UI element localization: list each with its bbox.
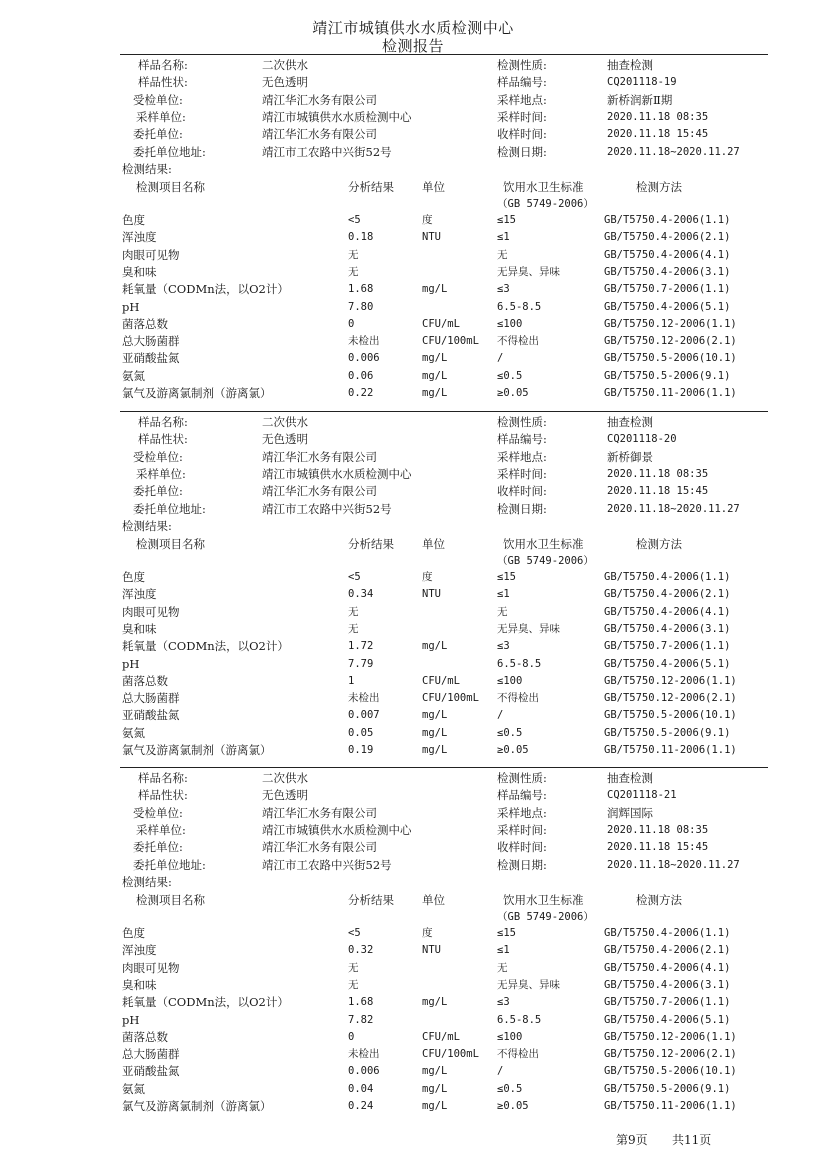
item-standard: 6.5-8.5	[497, 657, 542, 670]
meta-value-nature: 抽查检测	[607, 771, 653, 785]
meta-label: 受检单位:	[133, 449, 183, 464]
item-name: 氯气及游离氯制剂（游离氯）	[122, 386, 272, 400]
meta-value-test-date: 2020.11.18~2020.11.27	[607, 858, 740, 871]
item-result: 0.32	[348, 944, 374, 957]
header-method: 检测方法	[636, 537, 682, 551]
item-name: 臭和味	[122, 264, 157, 279]
meta-value-client: 靖江华汇水务有限公司	[262, 127, 377, 142]
item-name: 氨氮	[122, 1081, 145, 1096]
header-item: 检测项目名称	[136, 893, 205, 907]
item-standard: ≤15	[497, 571, 516, 583]
meta-label: 采样单位:	[136, 109, 186, 124]
item-unit: NTU	[422, 231, 441, 244]
item-method: GB/T5750.4-2006(1.1)	[604, 927, 731, 939]
meta-label: 委托单位:	[133, 484, 183, 499]
item-standard: ≤15	[497, 927, 516, 939]
meta-value-location: 润辉国际	[607, 805, 653, 820]
item-name: 亚硝酸盐氮	[122, 351, 180, 366]
item-result: 0.22	[348, 387, 374, 399]
item-unit: 度	[422, 571, 433, 583]
item-unit: mg/L	[422, 352, 448, 365]
item-name: pH	[122, 299, 140, 314]
item-result: 0	[348, 1030, 355, 1043]
meta-label: 委托单位:	[133, 840, 183, 855]
item-standard: 无异臭、异味	[497, 265, 560, 278]
meta-value-name: 二次供水	[262, 771, 308, 785]
item-standard: ≤3	[497, 640, 510, 653]
item-method: GB/T5750.4-2006(3.1)	[604, 265, 731, 278]
item-name: 菌落总数	[122, 316, 168, 331]
item-name: pH	[122, 1012, 140, 1027]
item-name: 氯气及游离氯制剂（游离氯）	[122, 743, 272, 757]
meta-label-right: 采样地点:	[497, 449, 547, 464]
meta-value-name: 二次供水	[262, 58, 308, 72]
item-name: 菌落总数	[122, 1029, 168, 1044]
item-result: 无	[348, 978, 359, 991]
item-result: 0.006	[348, 352, 380, 365]
item-method: GB/T5750.12-2006(1.1)	[604, 674, 737, 687]
item-method: GB/T5750.4-2006(5.1)	[604, 657, 731, 670]
item-unit: mg/L	[422, 1100, 448, 1112]
meta-value-sampling-time: 2020.11.18 08:35	[607, 823, 709, 836]
meta-value-test-date: 2020.11.18~2020.11.27	[607, 502, 740, 515]
meta-label: 样品名称:	[138, 771, 188, 785]
meta-label: 采样单位:	[136, 466, 186, 481]
item-method: GB/T5750.5-2006(9.1)	[604, 726, 731, 739]
item-result: 1	[348, 674, 355, 687]
meta-value-receive-time: 2020.11.18 15:45	[607, 128, 709, 141]
item-method: GB/T5750.12-2006(1.1)	[604, 1030, 737, 1043]
meta-label: 受检单位:	[133, 92, 183, 107]
item-result: 7.79	[348, 657, 374, 670]
item-result: 0.006	[348, 1065, 380, 1078]
item-unit: CFU/100mL	[422, 1048, 479, 1061]
meta-label-right: 检测日期:	[497, 501, 547, 516]
item-name: 氯气及游离氯制剂（游离氯）	[122, 1099, 272, 1113]
meta-label-right: 样品编号:	[497, 788, 547, 803]
meta-value-sampling-time: 2020.11.18 08:35	[607, 467, 709, 480]
header-standard-code: （GB 5749-2006）	[497, 198, 594, 210]
item-unit: CFU/mL	[422, 1030, 460, 1043]
item-standard: ≥0.05	[497, 1100, 529, 1112]
item-method: GB/T5750.4-2006(1.1)	[604, 571, 731, 583]
item-unit: 度	[422, 214, 433, 226]
item-standard: ≤15	[497, 214, 516, 226]
meta-label-right: 采样地点:	[497, 805, 547, 820]
meta-label-right: 检测日期:	[497, 857, 547, 872]
item-result: 1.68	[348, 996, 374, 1009]
section-divider	[120, 54, 768, 55]
item-name: 色度	[122, 213, 145, 227]
item-unit: CFU/mL	[422, 674, 460, 687]
item-method: GB/T5750.4-2006(2.1)	[604, 588, 731, 601]
header-method: 检测方法	[636, 180, 682, 194]
results-label: 检测结果:	[122, 875, 172, 889]
item-name: 浑浊度	[122, 943, 157, 958]
item-method: GB/T5750.11-2006(1.1)	[604, 387, 737, 399]
item-name: 菌落总数	[122, 673, 168, 688]
header-standard-code: （GB 5749-2006）	[497, 911, 594, 923]
meta-label-right: 采样地点:	[497, 92, 547, 107]
item-name: 亚硝酸盐氮	[122, 708, 180, 723]
item-unit: mg/L	[422, 640, 448, 653]
item-unit: mg/L	[422, 744, 448, 756]
meta-label: 样品性状:	[138, 788, 188, 803]
item-method: GB/T5750.5-2006(10.1)	[604, 1065, 737, 1078]
meta-value-sampling-unit: 靖江市城镇供水水质检测中心	[262, 109, 412, 124]
item-method: GB/T5750.5-2006(10.1)	[604, 709, 737, 722]
item-result: 7.82	[348, 1013, 374, 1026]
item-method: GB/T5750.4-2006(5.1)	[604, 1013, 731, 1026]
item-unit: CFU/100mL	[422, 335, 479, 348]
item-method: GB/T5750.7-2006(1.1)	[604, 996, 731, 1009]
item-name: 臭和味	[122, 977, 157, 992]
item-standard: 6.5-8.5	[497, 300, 542, 313]
item-result: 无	[348, 248, 359, 261]
meta-value-client: 靖江华汇水务有限公司	[262, 484, 377, 499]
item-method: GB/T5750.11-2006(1.1)	[604, 744, 737, 756]
item-method: GB/T5750.12-2006(2.1)	[604, 335, 737, 348]
item-method: GB/T5750.11-2006(1.1)	[604, 1100, 737, 1112]
meta-value-receive-time: 2020.11.18 15:45	[607, 841, 709, 854]
item-standard: ≤1	[497, 588, 510, 601]
item-standard: ≤0.5	[497, 1082, 523, 1095]
item-standard: /	[497, 352, 504, 365]
header-standard: 饮用水卫生标准	[503, 537, 584, 551]
meta-value-sampling-time: 2020.11.18 08:35	[607, 110, 709, 123]
report-title: 检测报告	[381, 37, 444, 55]
item-method: GB/T5750.12-2006(2.1)	[604, 692, 737, 705]
meta-label: 样品性状:	[138, 75, 188, 90]
meta-label: 受检单位:	[133, 805, 183, 820]
item-result: 未检出	[348, 1048, 380, 1061]
item-name: 浑浊度	[122, 230, 157, 245]
meta-label: 采样单位:	[136, 822, 186, 837]
item-standard: 无	[497, 248, 508, 261]
meta-label-right: 采样时间:	[497, 822, 547, 837]
meta-value-inspected-unit: 靖江华汇水务有限公司	[262, 449, 377, 464]
meta-value-client-address: 靖江市工农路中兴街52号	[262, 501, 392, 516]
item-standard: 6.5-8.5	[497, 1013, 542, 1026]
page-number: 第9页	[616, 1133, 648, 1147]
item-method: GB/T5750.4-2006(4.1)	[604, 605, 731, 618]
meta-label-right: 收样时间:	[497, 840, 547, 855]
header-result: 分析结果	[348, 537, 394, 551]
item-name: 总大肠菌群	[122, 691, 180, 706]
item-name: 肉眼可见物	[122, 604, 180, 619]
results-label: 检测结果:	[122, 519, 172, 533]
item-method: GB/T5750.12-2006(1.1)	[604, 317, 737, 330]
meta-label-right: 检测性质:	[497, 771, 547, 785]
item-standard: 不得检出	[497, 692, 539, 705]
item-method: GB/T5750.12-2006(2.1)	[604, 1048, 737, 1061]
meta-label: 样品性状:	[138, 432, 188, 447]
item-method: GB/T5750.5-2006(9.1)	[604, 369, 731, 382]
meta-value-sampling-unit: 靖江市城镇供水水质检测中心	[262, 466, 412, 481]
item-result: <5	[348, 571, 361, 583]
item-method: GB/T5750.4-2006(1.1)	[604, 214, 731, 226]
item-result: 无	[348, 622, 359, 635]
item-standard: 无异臭、异味	[497, 622, 560, 635]
item-name: 色度	[122, 570, 145, 584]
meta-value-inspected-unit: 靖江华汇水务有限公司	[262, 805, 377, 820]
meta-value-location: 新桥御景	[607, 449, 653, 464]
item-result: 无	[348, 961, 359, 974]
item-result: 0.007	[348, 709, 380, 722]
meta-label-right: 收样时间:	[497, 127, 547, 142]
item-result: 无	[348, 605, 359, 618]
meta-value-appearance: 无色透明	[262, 788, 308, 803]
item-unit: mg/L	[422, 369, 448, 382]
header-result: 分析结果	[348, 893, 394, 907]
meta-label-right: 检测性质:	[497, 415, 547, 429]
meta-value-inspected-unit: 靖江华汇水务有限公司	[262, 92, 377, 107]
item-result: <5	[348, 927, 361, 939]
item-result: 7.80	[348, 300, 374, 313]
item-method: GB/T5750.7-2006(1.1)	[604, 640, 731, 653]
meta-label-right: 采样时间:	[497, 466, 547, 481]
item-result: 0.24	[348, 1100, 374, 1112]
meta-label: 样品名称:	[138, 58, 188, 72]
report-org-title: 靖江市城镇供水水质检测中心	[312, 19, 514, 37]
meta-label-right: 收样时间:	[497, 484, 547, 499]
item-method: GB/T5750.7-2006(1.1)	[604, 283, 731, 296]
item-unit: mg/L	[422, 1065, 448, 1078]
section-divider	[120, 767, 768, 768]
item-unit: NTU	[422, 588, 441, 601]
item-standard: ≤0.5	[497, 369, 523, 382]
meta-value-nature: 抽查检测	[607, 58, 653, 72]
meta-value-sampling-unit: 靖江市城镇供水水质检测中心	[262, 822, 412, 837]
meta-value-sample-no: CQ201118-20	[607, 433, 677, 446]
item-unit: mg/L	[422, 387, 448, 399]
item-name: 色度	[122, 926, 145, 940]
section-divider	[120, 411, 768, 412]
item-name: 臭和味	[122, 621, 157, 636]
item-result: 0.18	[348, 231, 374, 244]
meta-value-client-address: 靖江市工农路中兴街52号	[262, 144, 392, 159]
item-standard: ≤1	[497, 944, 510, 957]
item-standard: ≥0.05	[497, 744, 529, 756]
item-result: 无	[348, 265, 359, 278]
item-standard: ≤1	[497, 231, 510, 244]
header-item: 检测项目名称	[136, 180, 205, 194]
header-unit: 单位	[422, 537, 445, 551]
item-unit: mg/L	[422, 726, 448, 739]
header-item: 检测项目名称	[136, 537, 205, 551]
meta-value-nature: 抽查检测	[607, 415, 653, 429]
item-standard: 无	[497, 605, 508, 618]
meta-label: 样品名称:	[138, 415, 188, 429]
item-result: 0.06	[348, 369, 374, 382]
item-unit: mg/L	[422, 283, 448, 296]
item-result: 0.05	[348, 726, 374, 739]
item-unit: CFU/100mL	[422, 692, 479, 705]
item-unit: mg/L	[422, 1082, 448, 1095]
page-total: 共11页	[672, 1133, 712, 1147]
item-name: 总大肠菌群	[122, 334, 180, 349]
item-standard: ≤100	[497, 674, 523, 687]
item-standard: ≤3	[497, 283, 510, 296]
item-standard: /	[497, 709, 504, 722]
header-unit: 单位	[422, 893, 445, 907]
item-name: 肉眼可见物	[122, 247, 180, 262]
item-result: 未检出	[348, 335, 380, 348]
item-name: 耗氧量（CODMn法，以O2计）	[122, 995, 289, 1010]
header-result: 分析结果	[348, 180, 394, 194]
meta-label-right: 采样时间:	[497, 109, 547, 124]
item-result: 0.04	[348, 1082, 374, 1095]
item-standard: 无异臭、异味	[497, 978, 560, 991]
item-result: <5	[348, 214, 361, 226]
item-standard: ≤100	[497, 1030, 523, 1043]
item-name: 耗氧量（CODMn法，以O2计）	[122, 639, 289, 654]
item-standard: ≤0.5	[497, 726, 523, 739]
meta-label-right: 样品编号:	[497, 432, 547, 447]
item-standard: ≥0.05	[497, 387, 529, 399]
item-name: 氨氮	[122, 368, 145, 383]
meta-value-client: 靖江华汇水务有限公司	[262, 840, 377, 855]
item-name: 浑浊度	[122, 587, 157, 602]
item-name: 耗氧量（CODMn法，以O2计）	[122, 282, 289, 297]
item-result: 未检出	[348, 692, 380, 705]
item-method: GB/T5750.4-2006(5.1)	[604, 300, 731, 313]
item-method: GB/T5750.4-2006(3.1)	[604, 622, 731, 635]
item-method: GB/T5750.4-2006(3.1)	[604, 978, 731, 991]
meta-value-client-address: 靖江市工农路中兴街52号	[262, 857, 392, 872]
item-unit: NTU	[422, 944, 441, 957]
meta-label-right: 样品编号:	[497, 75, 547, 90]
meta-value-appearance: 无色透明	[262, 432, 308, 447]
item-method: GB/T5750.4-2006(2.1)	[604, 231, 731, 244]
meta-value-sample-no: CQ201118-19	[607, 76, 677, 89]
item-standard: ≤100	[497, 317, 523, 330]
item-standard: 不得检出	[497, 1048, 539, 1061]
header-standard: 饮用水卫生标准	[503, 180, 584, 194]
item-result: 0	[348, 317, 355, 330]
header-method: 检测方法	[636, 893, 682, 907]
item-method: GB/T5750.4-2006(2.1)	[604, 944, 731, 957]
item-method: GB/T5750.4-2006(4.1)	[604, 961, 731, 974]
item-result: 0.19	[348, 744, 374, 756]
meta-value-test-date: 2020.11.18~2020.11.27	[607, 145, 740, 158]
item-result: 0.34	[348, 588, 374, 601]
item-method: GB/T5750.5-2006(10.1)	[604, 352, 737, 365]
item-standard: 无	[497, 961, 508, 974]
item-unit: 度	[422, 927, 433, 939]
meta-label: 委托单位:	[133, 127, 183, 142]
meta-value-receive-time: 2020.11.18 15:45	[607, 485, 709, 498]
header-standard: 饮用水卫生标准	[503, 893, 584, 907]
item-unit: mg/L	[422, 709, 448, 722]
meta-label-right: 检测性质:	[497, 58, 547, 72]
item-standard: /	[497, 1065, 504, 1078]
meta-value-name: 二次供水	[262, 415, 308, 429]
header-unit: 单位	[422, 180, 445, 194]
meta-value-location: 新桥润新Ⅱ期	[607, 92, 673, 107]
meta-label: 委托单位地址:	[133, 857, 206, 872]
item-standard: 不得检出	[497, 335, 539, 348]
meta-label: 委托单位地址:	[133, 144, 206, 159]
item-name: 氨氮	[122, 725, 145, 740]
meta-value-appearance: 无色透明	[262, 75, 308, 90]
meta-label-right: 检测日期:	[497, 144, 547, 159]
meta-value-sample-no: CQ201118-21	[607, 789, 677, 802]
item-unit: mg/L	[422, 996, 448, 1009]
item-name: 总大肠菌群	[122, 1047, 180, 1062]
item-method: GB/T5750.5-2006(9.1)	[604, 1082, 731, 1095]
meta-label: 委托单位地址:	[133, 501, 206, 516]
item-result: 1.72	[348, 640, 374, 653]
item-method: GB/T5750.4-2006(4.1)	[604, 248, 731, 261]
item-name: 亚硝酸盐氮	[122, 1064, 180, 1079]
item-unit: CFU/mL	[422, 317, 460, 330]
item-name: 肉眼可见物	[122, 960, 180, 975]
header-standard-code: （GB 5749-2006）	[497, 555, 594, 567]
results-label: 检测结果:	[122, 162, 172, 176]
item-result: 1.68	[348, 283, 374, 296]
item-standard: ≤3	[497, 996, 510, 1009]
item-name: pH	[122, 656, 140, 671]
